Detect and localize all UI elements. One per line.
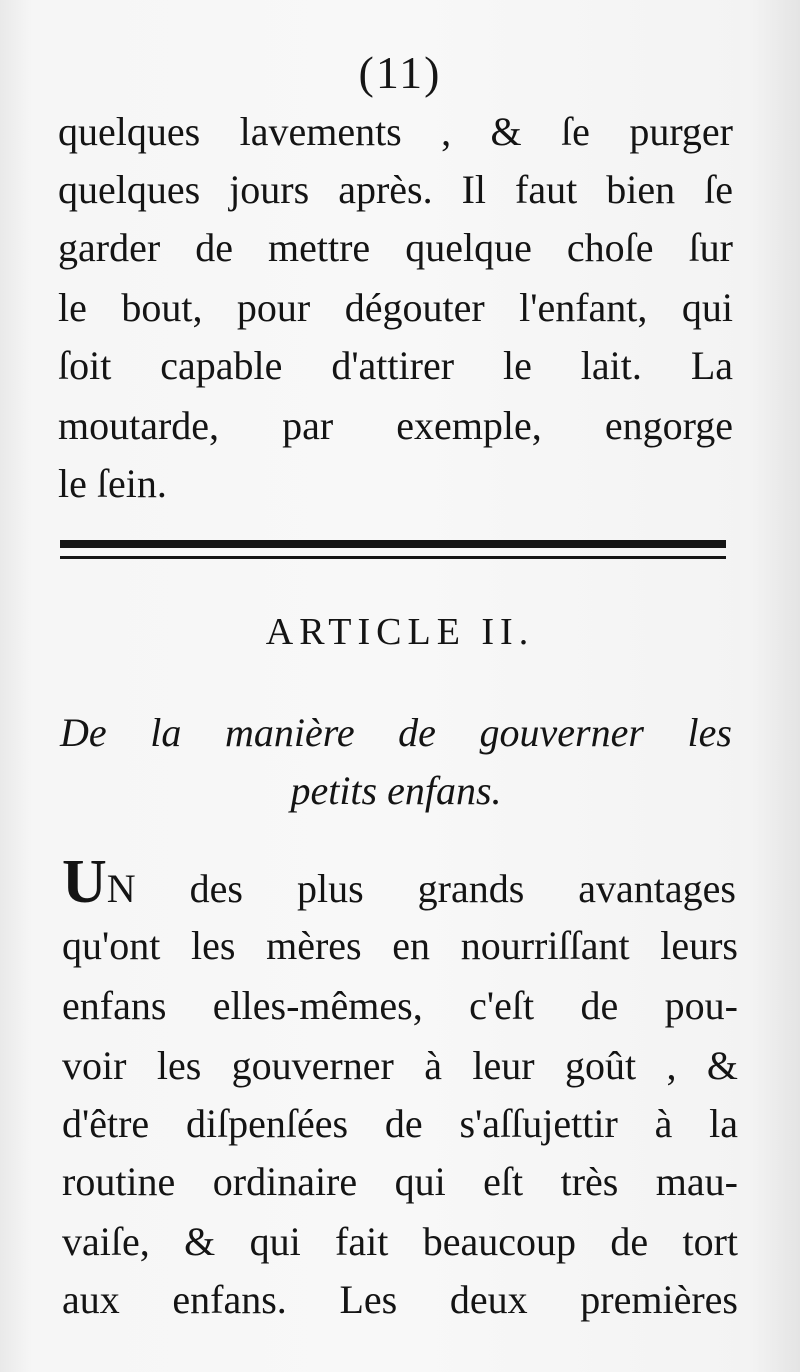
paragraph-line: le bout, pour dégouter l'enfant, qui [58, 285, 733, 330]
body-first-line [62, 848, 736, 916]
body-line: routine ordinaire qui eſt très mau- [62, 1159, 738, 1204]
paragraph-line: quelques lavements , & ſe purger [58, 109, 733, 154]
body-line: qu'ont les mères en nourriſſant leurs [62, 923, 738, 968]
body-line: aux enfans. Les deux premières [62, 1277, 738, 1322]
body-line: d'être diſpenſées de s'aſſujettir à la [62, 1101, 738, 1146]
body-line: voir les gouverner à leur goût , & [62, 1043, 738, 1088]
paragraph-line: garder de mettre quelque choſe ſur [58, 225, 733, 270]
body-line: enfans elles-mêmes, c'eſt de pou- [62, 983, 738, 1028]
body-line: vaiſe, & qui fait beaucoup de tort [62, 1219, 738, 1264]
section-title-line: De la manière de gouverner les [60, 710, 732, 755]
paragraph-line: quelques jours après. Il faut bien ſe [58, 167, 733, 212]
article-heading: ARTICLE II. [265, 611, 535, 653]
section-title-line: petits enfans. [290, 768, 502, 813]
section-divider-thin [60, 556, 726, 559]
paragraph-line: ſoit capable d'attirer le lait. La [58, 343, 733, 388]
paragraph-line: le ſein. [58, 461, 167, 506]
page-number: (11) [358, 47, 442, 98]
body-first-line-text: N des plus grands avantages [106, 866, 736, 911]
paragraph-line: moutarde, par exemple, engorge [58, 403, 733, 448]
section-divider [60, 540, 726, 548]
drop-cap: U [62, 848, 107, 916]
